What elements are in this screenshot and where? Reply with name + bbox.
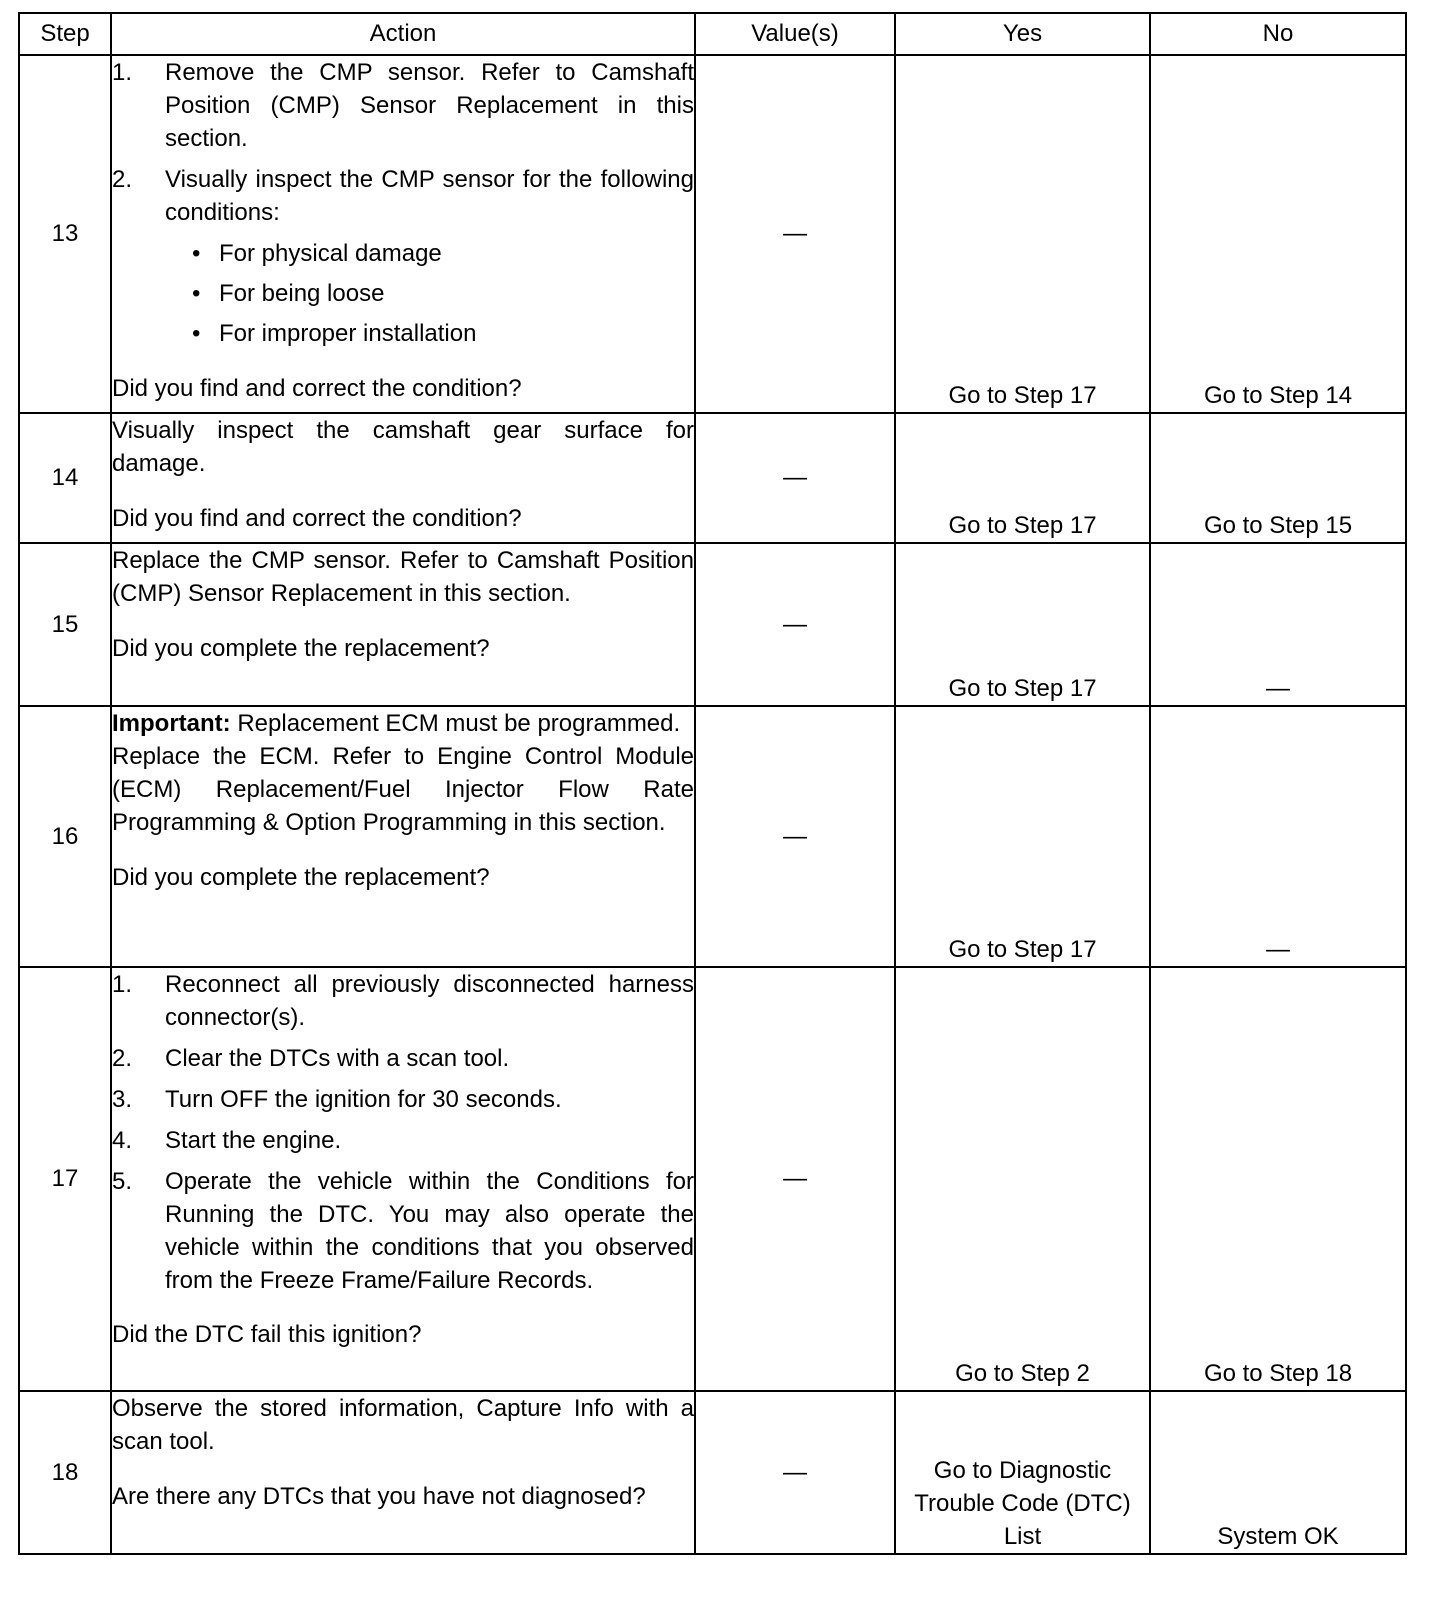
table-row bbox=[19, 1391, 1406, 1554]
action-list bbox=[112, 56, 694, 229]
yes-cell: Go to Step 17 bbox=[895, 543, 1150, 706]
list-item: 2. Visually inspect the CMP sensor for the following conditions: bbox=[112, 163, 694, 229]
action-list bbox=[112, 968, 694, 1297]
action-cell bbox=[111, 1391, 695, 1554]
action-cell bbox=[111, 55, 695, 413]
item-number: 2. bbox=[112, 1045, 133, 1072]
value-cell: — bbox=[695, 967, 895, 1391]
action-cell bbox=[111, 543, 695, 706]
action-text: Replace the CMP sensor. Refer to Camshaft Position (CMP) Sensor Replacement in this section. bbox=[112, 547, 694, 607]
item-number: 2. bbox=[112, 166, 133, 193]
action-cell bbox=[111, 413, 695, 543]
no-cell: — bbox=[1150, 543, 1406, 706]
table-row bbox=[19, 706, 1406, 967]
item-number: 5. bbox=[112, 1168, 133, 1195]
list-item: 1. Remove the CMP sensor. Refer to Camshaft Position (CMP) Sensor Replacement in this section. bbox=[112, 56, 694, 155]
header-step: Step bbox=[19, 13, 111, 55]
action-cell bbox=[111, 706, 695, 967]
bullet-item: • For being loose bbox=[112, 277, 694, 310]
step-number: 17 bbox=[19, 967, 111, 1391]
step-number: 16 bbox=[19, 706, 111, 967]
no-cell: — bbox=[1150, 706, 1406, 967]
list-item: 3. Turn OFF the ignition for 30 seconds. bbox=[112, 1083, 694, 1116]
action-question: Did you find and correct the condition? bbox=[112, 505, 522, 532]
bullet-item: • For improper installation bbox=[112, 317, 694, 350]
value-cell: — bbox=[695, 543, 895, 706]
yes-cell: Go to Step 17 bbox=[895, 413, 1150, 543]
header-values: Value(s) bbox=[695, 13, 895, 55]
header-yes: Yes bbox=[895, 13, 1150, 55]
list-item: 5. Operate the vehicle within the Conditions for Running the DTC. You may also operate the vehicle within the conditions that you observed from the Freeze Frame/Failure Records. bbox=[112, 1165, 694, 1297]
yes-cell: Go to Step 17 bbox=[895, 706, 1150, 967]
action-cell bbox=[111, 967, 695, 1391]
header-action: Action bbox=[111, 13, 695, 55]
diagnostic-table bbox=[18, 12, 1407, 1555]
action-text: Replace the ECM. Refer to Engine Control Module (ECM) Replacement/Fuel Injector Flow Rate Programming & Option Programming in this section. bbox=[112, 743, 694, 836]
no-cell: Go to Step 18 bbox=[1150, 967, 1406, 1391]
no-cell: System OK bbox=[1150, 1391, 1406, 1554]
header-no: No bbox=[1150, 13, 1406, 55]
bullet-icon: • bbox=[192, 320, 201, 347]
action-question: Are there any DTCs that you have not diagnosed? bbox=[112, 1483, 646, 1510]
step-number: 13 bbox=[19, 55, 111, 413]
table-row bbox=[19, 543, 1406, 706]
action-text: Observe the stored information, Capture Info with a scan tool. bbox=[112, 1395, 694, 1455]
action-question: Did the DTC fail this ignition? bbox=[112, 1321, 422, 1348]
yes-cell: Go to Step 2 bbox=[895, 967, 1150, 1391]
value-cell: — bbox=[695, 706, 895, 967]
action-question: Did you complete the replacement? bbox=[112, 635, 490, 662]
item-number: 1. bbox=[112, 59, 133, 86]
yes-cell: Go to Step 17 bbox=[895, 55, 1150, 413]
item-number: 3. bbox=[112, 1086, 133, 1113]
table-row bbox=[19, 55, 1406, 413]
bullet-item: • For physical damage bbox=[112, 237, 694, 270]
action-text: Visually inspect the camshaft gear surface for damage. bbox=[112, 417, 694, 477]
list-item: 4. Start the engine. bbox=[112, 1124, 694, 1157]
action-question: Did you complete the replacement? bbox=[112, 864, 490, 891]
no-cell: Go to Step 14 bbox=[1150, 55, 1406, 413]
action-question: Did you find and correct the condition? bbox=[112, 375, 522, 402]
value-cell: — bbox=[695, 413, 895, 543]
condition-bullets bbox=[112, 237, 694, 350]
table-row bbox=[19, 967, 1406, 1391]
no-cell: Go to Step 15 bbox=[1150, 413, 1406, 543]
important-label: Important: bbox=[112, 710, 231, 737]
item-number: 4. bbox=[112, 1127, 133, 1154]
bullet-icon: • bbox=[192, 240, 201, 267]
value-cell: — bbox=[695, 55, 895, 413]
step-number: 18 bbox=[19, 1391, 111, 1554]
important-note: Important: Replacement ECM must be programmed. bbox=[112, 710, 681, 737]
list-item: 1. Reconnect all previously disconnected harness connector(s). bbox=[112, 968, 694, 1034]
step-number: 15 bbox=[19, 543, 111, 706]
value-cell: — bbox=[695, 1391, 895, 1554]
bullet-icon: • bbox=[192, 280, 201, 307]
step-number: 14 bbox=[19, 413, 111, 543]
item-number: 1. bbox=[112, 971, 133, 998]
yes-cell: Go to Diagnostic Trouble Code (DTC) List bbox=[895, 1391, 1150, 1554]
table-row bbox=[19, 413, 1406, 543]
header-row bbox=[19, 13, 1406, 55]
list-item: 2. Clear the DTCs with a scan tool. bbox=[112, 1042, 694, 1075]
